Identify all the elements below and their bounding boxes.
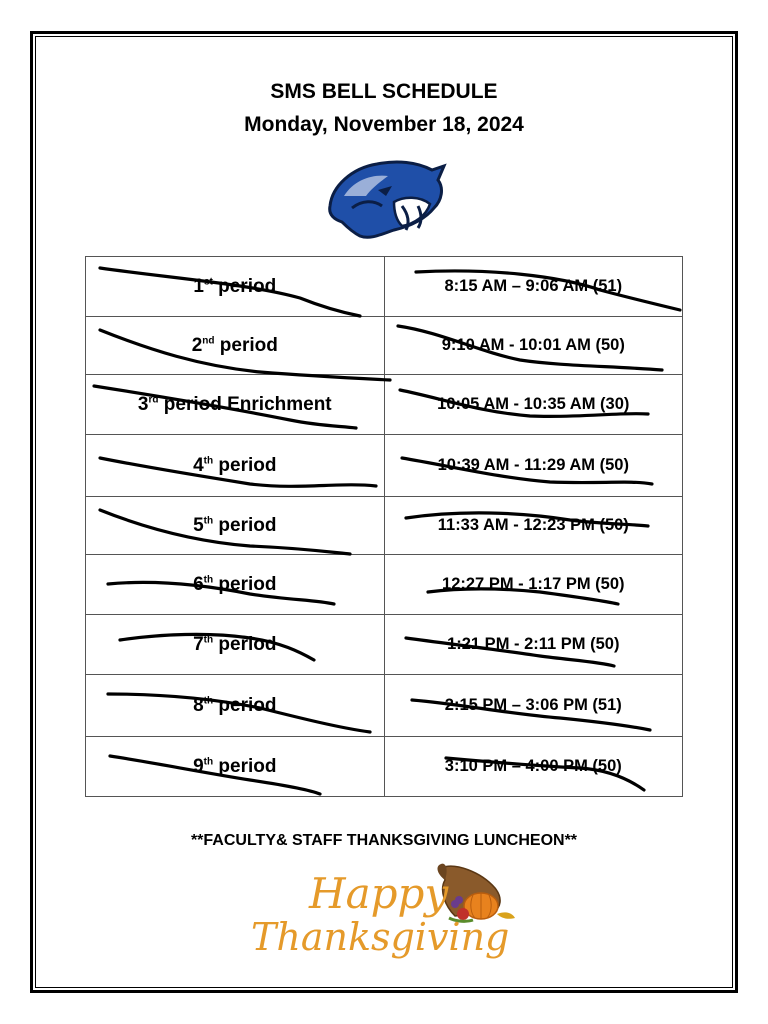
period-ordinal-suffix: th: [203, 756, 214, 768]
thanksgiving-script-line2: Thanksgiving: [251, 915, 510, 959]
period-ordinal-suffix: nd: [202, 335, 215, 347]
period-time-range: 9:10 AM - 10:01 AM (50): [384, 317, 682, 375]
period-number: 9: [193, 755, 204, 777]
schedule-row: [86, 497, 683, 555]
period-label: period: [218, 454, 277, 476]
period-time-range: 1:21 PM - 2:11 PM (50): [384, 615, 682, 675]
period-cell: [86, 497, 385, 555]
period-number: 7: [193, 633, 204, 655]
period-label: period Enrichment: [163, 393, 332, 415]
period-cell: [86, 435, 385, 497]
period-time-range: 3:10 PM – 4:00 PM (50): [384, 737, 682, 797]
period-number: 8: [193, 694, 204, 716]
period-number: 5: [193, 514, 204, 536]
period-ordinal-suffix: rd: [148, 394, 159, 406]
cornucopia-icon: [438, 864, 515, 922]
bell-schedule-table: [85, 256, 683, 797]
schedule-row: [86, 375, 683, 435]
period-number: 6: [193, 573, 204, 595]
schedule-row: [86, 317, 683, 375]
period-ordinal-suffix: th: [203, 574, 214, 586]
period-label: period: [218, 694, 277, 716]
period-label: period: [218, 755, 277, 777]
period-cell: [86, 675, 385, 737]
schedule-title: SMS BELL SCHEDULE: [270, 80, 498, 103]
luncheon-announcement: **FACULTY& STAFF THANKSGIVING LUNCHEON**: [190, 832, 578, 849]
schedule-row: [86, 555, 683, 615]
period-number: 2: [191, 334, 203, 356]
period-ordinal-suffix: th: [203, 634, 214, 646]
period-time-range: 11:33 AM - 12:23 PM (50): [384, 497, 682, 555]
period-time-range: 10:39 AM - 11:29 AM (50): [384, 435, 682, 497]
period-ordinal-suffix: th: [203, 695, 214, 707]
period-ordinal-suffix: st: [203, 276, 213, 288]
schedule-row: [86, 737, 683, 797]
period-time-range: 12:27 PM - 1:17 PM (50): [384, 555, 682, 615]
schedule-row: [86, 615, 683, 675]
schedule-row: [86, 435, 683, 497]
period-ordinal-suffix: th: [203, 515, 214, 527]
schedule-row: [86, 257, 683, 317]
schedule-date: Monday, November 18, 2024: [244, 113, 524, 136]
period-ordinal-suffix: th: [203, 455, 214, 467]
happy-thanksgiving-graphic: [245, 858, 525, 968]
period-time-range: 8:15 AM – 9:06 AM (51): [384, 257, 682, 317]
schedule-row: [86, 675, 683, 737]
period-label: period: [218, 633, 277, 655]
period-label: period: [219, 334, 278, 356]
period-cell: [86, 555, 385, 615]
sabertooth-mascot-logo: [322, 156, 447, 242]
period-time-range: 2:15 PM – 3:06 PM (51): [384, 675, 682, 737]
period-number: 3: [137, 393, 149, 415]
period-cell: [86, 375, 385, 435]
period-number: 1: [193, 275, 204, 297]
period-cell: [86, 257, 385, 317]
period-cell: [86, 317, 385, 375]
period-label: period: [218, 573, 277, 595]
period-cell: [86, 615, 385, 675]
period-label: period: [218, 514, 277, 536]
period-time-range: 10:05 AM - 10:35 AM (30): [384, 375, 682, 435]
period-cell: [86, 737, 385, 797]
period-number: 4: [193, 454, 204, 476]
period-label: period: [218, 275, 277, 297]
thanksgiving-script-line1: Happy: [309, 869, 449, 918]
